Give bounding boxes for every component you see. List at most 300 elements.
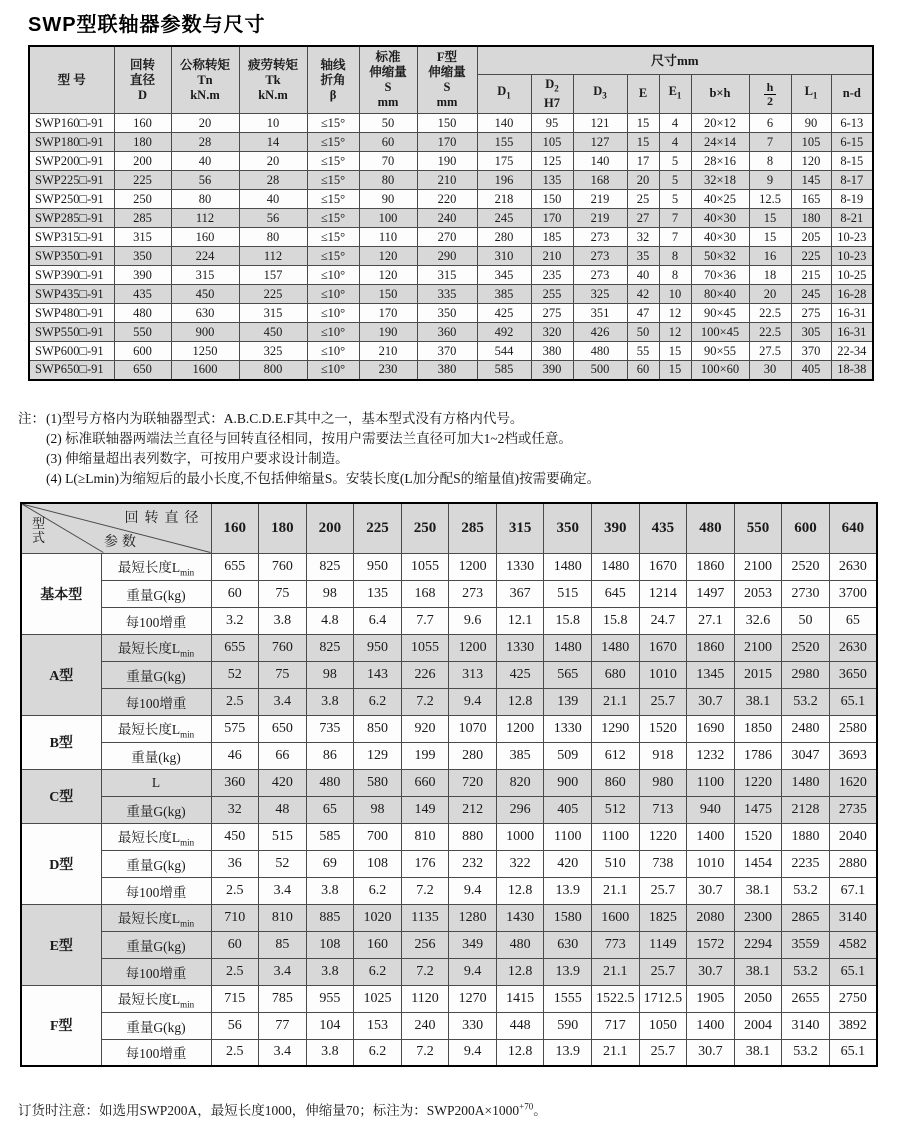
data-cell: 40×25: [691, 190, 749, 209]
type-group-label: B型: [21, 715, 101, 769]
data-cell: 38.1: [734, 958, 782, 985]
data-cell: 120: [359, 266, 417, 285]
row-label: 最短长度$L_{min}$: [101, 553, 211, 580]
data-cell: 12.8: [496, 958, 544, 985]
header-line: $D_3$: [593, 84, 607, 101]
data-cell: 10: [659, 285, 691, 304]
data-cell: 3.8: [259, 607, 307, 634]
row-label: 重量G(kg): [101, 661, 211, 688]
table-row: [29, 285, 873, 304]
data-cell: 2235: [782, 850, 830, 877]
data-cell: 385: [496, 742, 544, 769]
data-cell: 65: [829, 607, 877, 634]
subscript: min: [180, 567, 195, 578]
data-cell: 9.4: [449, 877, 497, 904]
order-note-text: 订货时注意：如选用SWP200A，最短长度1000，伸缩量70；标注为：SWP200A×1000: [18, 1103, 520, 1118]
diameter-col-header: 225: [354, 503, 402, 553]
data-cell: 140: [477, 114, 531, 133]
data-cell: 1214: [639, 580, 687, 607]
model-cell: SWP650□-91: [29, 361, 114, 380]
data-cell: 21.1: [592, 877, 640, 904]
table-row: [21, 661, 877, 688]
data-cell: 36: [211, 850, 259, 877]
data-cell: 40: [239, 190, 307, 209]
data-cell: 1100: [687, 769, 735, 796]
data-cell: 28: [171, 133, 239, 152]
data-cell: 12: [659, 323, 691, 342]
data-cell: 850: [354, 715, 402, 742]
data-cell: 210: [359, 342, 417, 361]
data-cell: 3700: [829, 580, 877, 607]
data-cell: 810: [259, 904, 307, 931]
row-label: 重量(kg): [101, 742, 211, 769]
data-cell: 7: [659, 228, 691, 247]
data-cell: 160: [354, 931, 402, 958]
data-cell: 16-31: [831, 304, 873, 323]
data-cell: ≤15°: [307, 209, 359, 228]
data-cell: 135: [531, 171, 573, 190]
header-line: n-d: [842, 86, 861, 101]
data-cell: 405: [544, 796, 592, 823]
data-cell: 12.8: [496, 688, 544, 715]
data-cell: 1200: [496, 715, 544, 742]
data-cell: 12.5: [749, 190, 791, 209]
data-cell: 510: [592, 850, 640, 877]
data-cell: 480: [114, 304, 171, 323]
data-cell: 1905: [687, 985, 735, 1012]
table-row: [21, 877, 877, 904]
data-cell: 121: [573, 114, 627, 133]
data-cell: ≤10°: [307, 285, 359, 304]
data-cell: 305: [791, 323, 831, 342]
data-cell: 22-34: [831, 342, 873, 361]
data-cell: 108: [306, 931, 354, 958]
data-cell: 53.2: [782, 1039, 830, 1066]
data-cell: 349: [449, 931, 497, 958]
data-cell: 15: [627, 114, 659, 133]
table-row: [21, 634, 877, 661]
data-cell: 80: [239, 228, 307, 247]
data-cell: 420: [259, 769, 307, 796]
data-cell: 3.8: [306, 688, 354, 715]
data-cell: 280: [449, 742, 497, 769]
data-cell: 77: [259, 1012, 307, 1039]
data-cell: 515: [544, 580, 592, 607]
data-cell: 1220: [734, 769, 782, 796]
data-cell: 1250: [171, 342, 239, 361]
data-cell: 710: [211, 904, 259, 931]
model-cell: SWP160□-91: [29, 114, 114, 133]
data-cell: ≤15°: [307, 114, 359, 133]
coupling-params-table: [28, 45, 874, 381]
header-line: $L_1$: [804, 84, 818, 101]
diameter-col-header: 285: [449, 503, 497, 553]
data-cell: 25: [627, 190, 659, 209]
diameter-col-header: 180: [259, 503, 307, 553]
data-cell: 69: [306, 850, 354, 877]
data-cell: 3650: [829, 661, 877, 688]
data-cell: 8-15: [831, 152, 873, 171]
table-row: [21, 580, 877, 607]
data-cell: 509: [544, 742, 592, 769]
data-cell: 153: [354, 1012, 402, 1039]
data-cell: 3.2: [211, 607, 259, 634]
data-cell: 50×32: [691, 247, 749, 266]
data-cell: 880: [449, 823, 497, 850]
data-cell: 900: [171, 323, 239, 342]
table-row: [21, 742, 877, 769]
data-cell: 25.7: [639, 877, 687, 904]
data-cell: 715: [211, 985, 259, 1012]
data-cell: 825: [306, 634, 354, 661]
data-cell: 250: [114, 190, 171, 209]
data-cell: 1135: [401, 904, 449, 931]
fraction-numerator: h: [764, 81, 777, 95]
data-cell: ≤10°: [307, 323, 359, 342]
data-cell: 315: [239, 304, 307, 323]
data-cell: 175: [477, 152, 531, 171]
data-cell: 1400: [687, 1012, 735, 1039]
data-cell: 296: [496, 796, 544, 823]
data-cell: 245: [791, 285, 831, 304]
row-label: 最短长度$L_{min}$: [101, 634, 211, 661]
data-cell: 8: [749, 152, 791, 171]
data-cell: 1600: [592, 904, 640, 931]
header-line: Tk: [265, 72, 281, 87]
size-col-header: [573, 74, 627, 114]
header-row: [29, 46, 873, 74]
data-cell: 2.5: [211, 958, 259, 985]
data-cell: 585: [477, 361, 531, 380]
table-row: [21, 931, 877, 958]
data-cell: 565: [544, 661, 592, 688]
data-cell: 480: [306, 769, 354, 796]
table-row: [29, 342, 873, 361]
data-cell: 16-31: [831, 323, 873, 342]
data-cell: 480: [496, 931, 544, 958]
table-row: [21, 823, 877, 850]
model-cell: SWP285□-91: [29, 209, 114, 228]
data-cell: 35: [627, 247, 659, 266]
data-cell: 1200: [449, 634, 497, 661]
table-row: [29, 323, 873, 342]
table1-body: [29, 114, 873, 380]
data-cell: 155: [477, 133, 531, 152]
data-cell: 1522.5: [592, 985, 640, 1012]
table-row: [21, 553, 877, 580]
header-line: 轴线: [320, 57, 346, 72]
data-cell: 6: [749, 114, 791, 133]
data-cell: 1454: [734, 850, 782, 877]
table-row: [21, 769, 877, 796]
header-line: $D_2$: [545, 76, 559, 93]
data-cell: 255: [531, 285, 573, 304]
header-line: kN.m: [190, 87, 220, 102]
subscript: 1: [812, 90, 818, 101]
data-cell: 544: [477, 342, 531, 361]
data-cell: 70×36: [691, 266, 749, 285]
data-cell: 40×30: [691, 209, 749, 228]
data-cell: 1825: [639, 904, 687, 931]
data-cell: 1330: [544, 715, 592, 742]
data-cell: 1330: [496, 553, 544, 580]
data-cell: 655: [211, 553, 259, 580]
row-label: 每100增重: [101, 607, 211, 634]
data-cell: 350: [114, 247, 171, 266]
data-cell: 176: [401, 850, 449, 877]
data-cell: 7: [659, 209, 691, 228]
data-cell: 219: [573, 209, 627, 228]
data-cell: 2050: [734, 985, 782, 1012]
data-cell: 60: [359, 133, 417, 152]
data-cell: 1600: [171, 361, 239, 380]
data-cell: 25.7: [639, 1039, 687, 1066]
subscript: 1: [676, 90, 682, 101]
data-cell: 820: [496, 769, 544, 796]
data-cell: 1120: [401, 985, 449, 1012]
header-line: S: [384, 80, 392, 94]
size-col-header: [477, 74, 531, 114]
row-label: 最短长度$L_{min}$: [101, 904, 211, 931]
data-cell: 140: [573, 152, 627, 171]
note-line: [18, 409, 600, 429]
data-cell: 75: [259, 661, 307, 688]
header-line: 标准: [375, 50, 401, 64]
data-cell: ≤10°: [307, 342, 359, 361]
data-cell: 2880: [829, 850, 877, 877]
data-cell: 315: [114, 228, 171, 247]
data-cell: 2580: [829, 715, 877, 742]
model-cell: SWP550□-91: [29, 323, 114, 342]
type-group-label: 基本型: [21, 553, 101, 634]
data-cell: 1480: [782, 769, 830, 796]
table2-body: [21, 553, 877, 1066]
data-cell: 168: [401, 580, 449, 607]
data-cell: 170: [359, 304, 417, 323]
data-cell: 9.4: [449, 688, 497, 715]
subscript: 1: [506, 90, 511, 101]
data-cell: 860: [592, 769, 640, 796]
data-cell: 2053: [734, 580, 782, 607]
table-row: [29, 304, 873, 323]
data-cell: 650: [259, 715, 307, 742]
header-line: 伸缩量: [369, 65, 407, 79]
data-cell: 10-25: [831, 266, 873, 285]
row-label: 重量G(kg): [101, 796, 211, 823]
data-cell: 2100: [734, 634, 782, 661]
data-cell: 67.1: [829, 877, 877, 904]
model-cell: SWP250□-91: [29, 190, 114, 209]
data-cell: 53.2: [782, 877, 830, 904]
data-cell: 65.1: [829, 688, 877, 715]
data-cell: 900: [544, 769, 592, 796]
data-cell: 112: [171, 209, 239, 228]
data-cell: 645: [592, 580, 640, 607]
header-cell: [239, 46, 307, 114]
data-cell: 630: [544, 931, 592, 958]
data-cell: 2520: [782, 553, 830, 580]
data-cell: 90: [359, 190, 417, 209]
data-cell: 950: [354, 553, 402, 580]
data-cell: 1480: [544, 553, 592, 580]
data-cell: 955: [306, 985, 354, 1012]
data-cell: 1497: [687, 580, 735, 607]
data-cell: 420: [544, 850, 592, 877]
corner-cell: [21, 503, 211, 553]
data-cell: 30.7: [687, 958, 735, 985]
data-cell: 16: [749, 247, 791, 266]
data-cell: 28: [239, 171, 307, 190]
data-cell: 75: [259, 580, 307, 607]
header-cell: [307, 46, 359, 114]
data-cell: 65.1: [829, 958, 877, 985]
data-cell: 1020: [354, 904, 402, 931]
note-text: (2) 标准联轴器两端法兰直径与回转直径相同，按用户需要法兰直径可加大1~2档或任意。: [46, 431, 572, 446]
data-cell: 2520: [782, 634, 830, 661]
note-line: [18, 469, 600, 489]
table1-head: [29, 46, 873, 114]
data-cell: 139: [544, 688, 592, 715]
page-title: SWP型联轴器参数与尺寸: [28, 14, 266, 36]
header-cell: [359, 46, 417, 114]
data-cell: 480: [573, 342, 627, 361]
data-cell: 145: [791, 171, 831, 190]
data-cell: 165: [791, 190, 831, 209]
model-cell: SWP435□-91: [29, 285, 114, 304]
data-cell: 90: [791, 114, 831, 133]
data-cell: 9.4: [449, 958, 497, 985]
data-cell: 3.8: [306, 958, 354, 985]
data-cell: 150: [417, 114, 477, 133]
data-cell: 100: [359, 209, 417, 228]
header-line: b×h: [709, 86, 731, 101]
table-row: [21, 1039, 877, 1066]
data-cell: 24×14: [691, 133, 749, 152]
header-line: 型 号: [57, 72, 86, 87]
data-cell: 40: [171, 152, 239, 171]
note-line: [18, 449, 600, 469]
data-cell: 13.9: [544, 877, 592, 904]
data-cell: 720: [449, 769, 497, 796]
data-cell: 2750: [829, 985, 877, 1012]
data-cell: 205: [791, 228, 831, 247]
header-line: 回转: [129, 57, 155, 72]
data-cell: 80×40: [691, 285, 749, 304]
data-cell: 1480: [544, 634, 592, 661]
table-row: [21, 715, 877, 742]
data-cell: 330: [449, 1012, 497, 1039]
data-cell: 425: [496, 661, 544, 688]
data-cell: 1149: [639, 931, 687, 958]
data-cell: 53.2: [782, 958, 830, 985]
data-cell: 1025: [354, 985, 402, 1012]
data-cell: 30.7: [687, 1039, 735, 1066]
data-cell: 150: [531, 190, 573, 209]
data-cell: 735: [306, 715, 354, 742]
size-col-header: [749, 74, 791, 114]
data-cell: 30.7: [687, 688, 735, 715]
data-cell: ≤15°: [307, 152, 359, 171]
corner-param-label: 参数: [104, 534, 140, 550]
table-row: [29, 114, 873, 133]
data-cell: 149: [401, 796, 449, 823]
table-row: [21, 607, 877, 634]
data-cell: 185: [531, 228, 573, 247]
data-cell: 3140: [829, 904, 877, 931]
header-row: [21, 503, 877, 553]
data-cell: 52: [259, 850, 307, 877]
data-cell: 360: [211, 769, 259, 796]
data-cell: 240: [401, 1012, 449, 1039]
model-cell: SWP350□-91: [29, 247, 114, 266]
header-line: 折角: [320, 72, 346, 87]
data-cell: 1055: [401, 553, 449, 580]
data-cell: 390: [531, 361, 573, 380]
data-cell: 7.2: [401, 877, 449, 904]
data-cell: 38.1: [734, 1039, 782, 1066]
table-row: [29, 228, 873, 247]
data-cell: 1480: [592, 553, 640, 580]
data-cell: 6.2: [354, 688, 402, 715]
header-line: E: [638, 86, 648, 101]
data-cell: 65.1: [829, 1039, 877, 1066]
fraction-denominator: 2: [767, 93, 773, 108]
data-cell: 515: [259, 823, 307, 850]
model-cell: SWP315□-91: [29, 228, 114, 247]
data-cell: 5: [659, 152, 691, 171]
data-cell: ≤15°: [307, 133, 359, 152]
data-cell: 8: [659, 266, 691, 285]
data-cell: 104: [306, 1012, 354, 1039]
data-cell: 612: [592, 742, 640, 769]
data-cell: 2630: [829, 553, 877, 580]
header-line: $D_1$: [497, 84, 511, 101]
data-cell: 108: [354, 850, 402, 877]
data-cell: 290: [417, 247, 477, 266]
data-cell: 1430: [496, 904, 544, 931]
data-cell: 1270: [449, 985, 497, 1012]
data-cell: 367: [496, 580, 544, 607]
diameter-col-header: 435: [639, 503, 687, 553]
data-cell: 15: [627, 133, 659, 152]
data-cell: ≤10°: [307, 266, 359, 285]
data-cell: 2655: [782, 985, 830, 1012]
data-cell: 1786: [734, 742, 782, 769]
data-cell: 885: [306, 904, 354, 931]
data-cell: 310: [477, 247, 531, 266]
data-cell: 2.5: [211, 688, 259, 715]
data-cell: 7: [749, 133, 791, 152]
data-cell: 27.5: [749, 342, 791, 361]
data-cell: 60: [211, 580, 259, 607]
data-cell: 8: [659, 247, 691, 266]
data-cell: 285: [114, 209, 171, 228]
data-cell: 313: [449, 661, 497, 688]
data-cell: 200: [114, 152, 171, 171]
data-cell: 16-28: [831, 285, 873, 304]
data-cell: 127: [573, 133, 627, 152]
data-cell: 225: [239, 285, 307, 304]
data-cell: 100×60: [691, 361, 749, 380]
data-cell: 12: [659, 304, 691, 323]
type-group-label: F型: [21, 985, 101, 1066]
table-row: [21, 1012, 877, 1039]
data-cell: 3.4: [259, 958, 307, 985]
header-line: β: [329, 87, 337, 102]
data-cell: 1000: [496, 823, 544, 850]
data-cell: 66: [259, 742, 307, 769]
header-line: mm: [377, 95, 399, 109]
